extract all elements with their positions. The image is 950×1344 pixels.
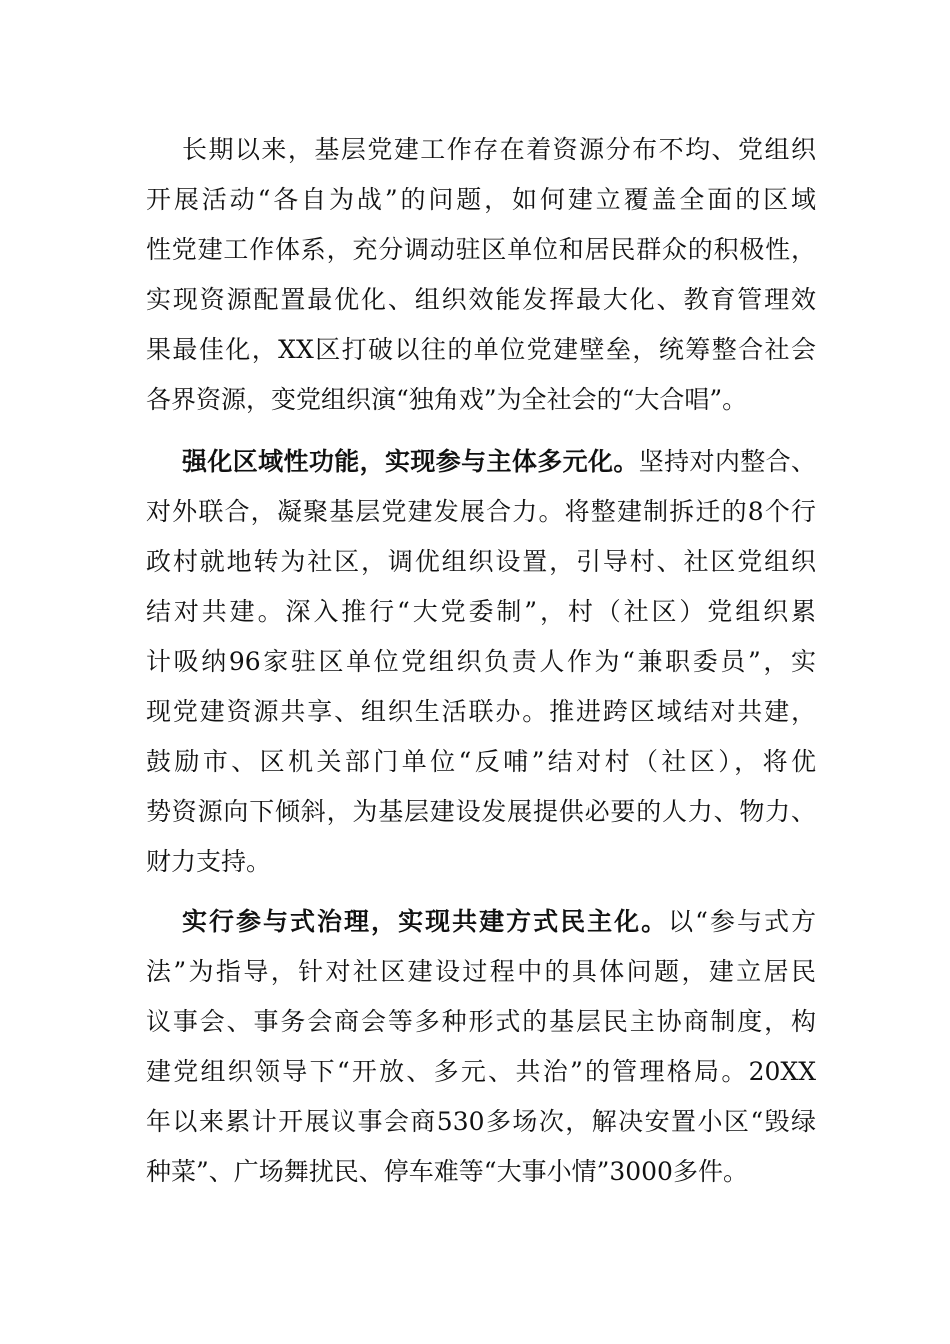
paragraph-2-line-3: 政村就地转为社区，调优组织设置，引导村、社区党组织	[146, 547, 816, 576]
paragraph-2-line-7: 鼓励市、区机关部门单位“反哺”结对村（社区），将优	[146, 747, 816, 776]
paragraph-1-line-2: 开展活动“各自为战”的问题，如何建立覆盖全面的区域	[146, 185, 816, 214]
paragraph-3-lead: 实行参与式治理，实现共建方式民主化。	[182, 907, 669, 936]
paragraph-3-line-1	[146, 902, 816, 942]
paragraph-1-line-6: 各界资源，变党组织演“独角戏”为全社会的“大合唱”。	[146, 385, 748, 414]
paragraph-3-line-1-text: 以“参与式方	[668, 907, 816, 936]
paragraph-2-line-4: 结对共建。深入推行“大党委制”，村（社区）党组织累	[146, 597, 816, 626]
paragraph-1-line-1: 长期以来，基层党建工作存在着资源分布不均、党组织	[182, 135, 816, 164]
paragraph-3-line-4: 建党组织领导下“开放、多元、共治”的管理格局。20XX	[146, 1057, 816, 1086]
paragraph-3-line-6: 种菜”、广场舞扰民、停车难等“大事小情”3000多件。	[146, 1157, 748, 1186]
paragraph-3-line-5: 年以来累计开展议事会商530多场次，解决安置小区“毁绿	[146, 1107, 816, 1136]
paragraph-1-line-4: 实现资源配置最优化、组织效能发挥最大化、教育管理效	[146, 285, 816, 314]
paragraph-3-line-3: 议事会、事务会商会等多种形式的基层民主协商制度，构	[146, 1007, 816, 1036]
paragraph-3-line-2: 法”为指导，针对社区建设过程中的具体问题，建立居民	[146, 957, 816, 986]
paragraph-2-line-6: 现党建资源共享、组织生活联办。推进跨区域结对共建，	[146, 697, 816, 726]
paragraph-2-lead: 强化区域性功能，实现参与主体多元化。	[182, 447, 639, 476]
paragraph-2-line-9: 财力支持。	[146, 847, 272, 876]
paragraph-2-line-5: 计吸纳96家驻区单位党组织负责人作为“兼职委员”，实	[146, 647, 816, 676]
paragraph-1-line-5: 果最佳化，XX区打破以往的单位党建壁垒，统筹整合社会	[146, 335, 816, 364]
paragraph-1-line-3: 性党建工作体系，充分调动驻区单位和居民群众的积极性，	[146, 235, 816, 264]
paragraph-2-line-1-text: 坚持对内整合、	[638, 447, 816, 476]
paragraph-2-line-8: 势资源向下倾斜，为基层建设发展提供必要的人力、物力、	[146, 797, 816, 826]
paragraph-2-line-1	[146, 442, 816, 482]
paragraph-2-line-2: 对外联合，凝聚基层党建发展合力。将整建制拆迁的8个行	[146, 497, 816, 526]
